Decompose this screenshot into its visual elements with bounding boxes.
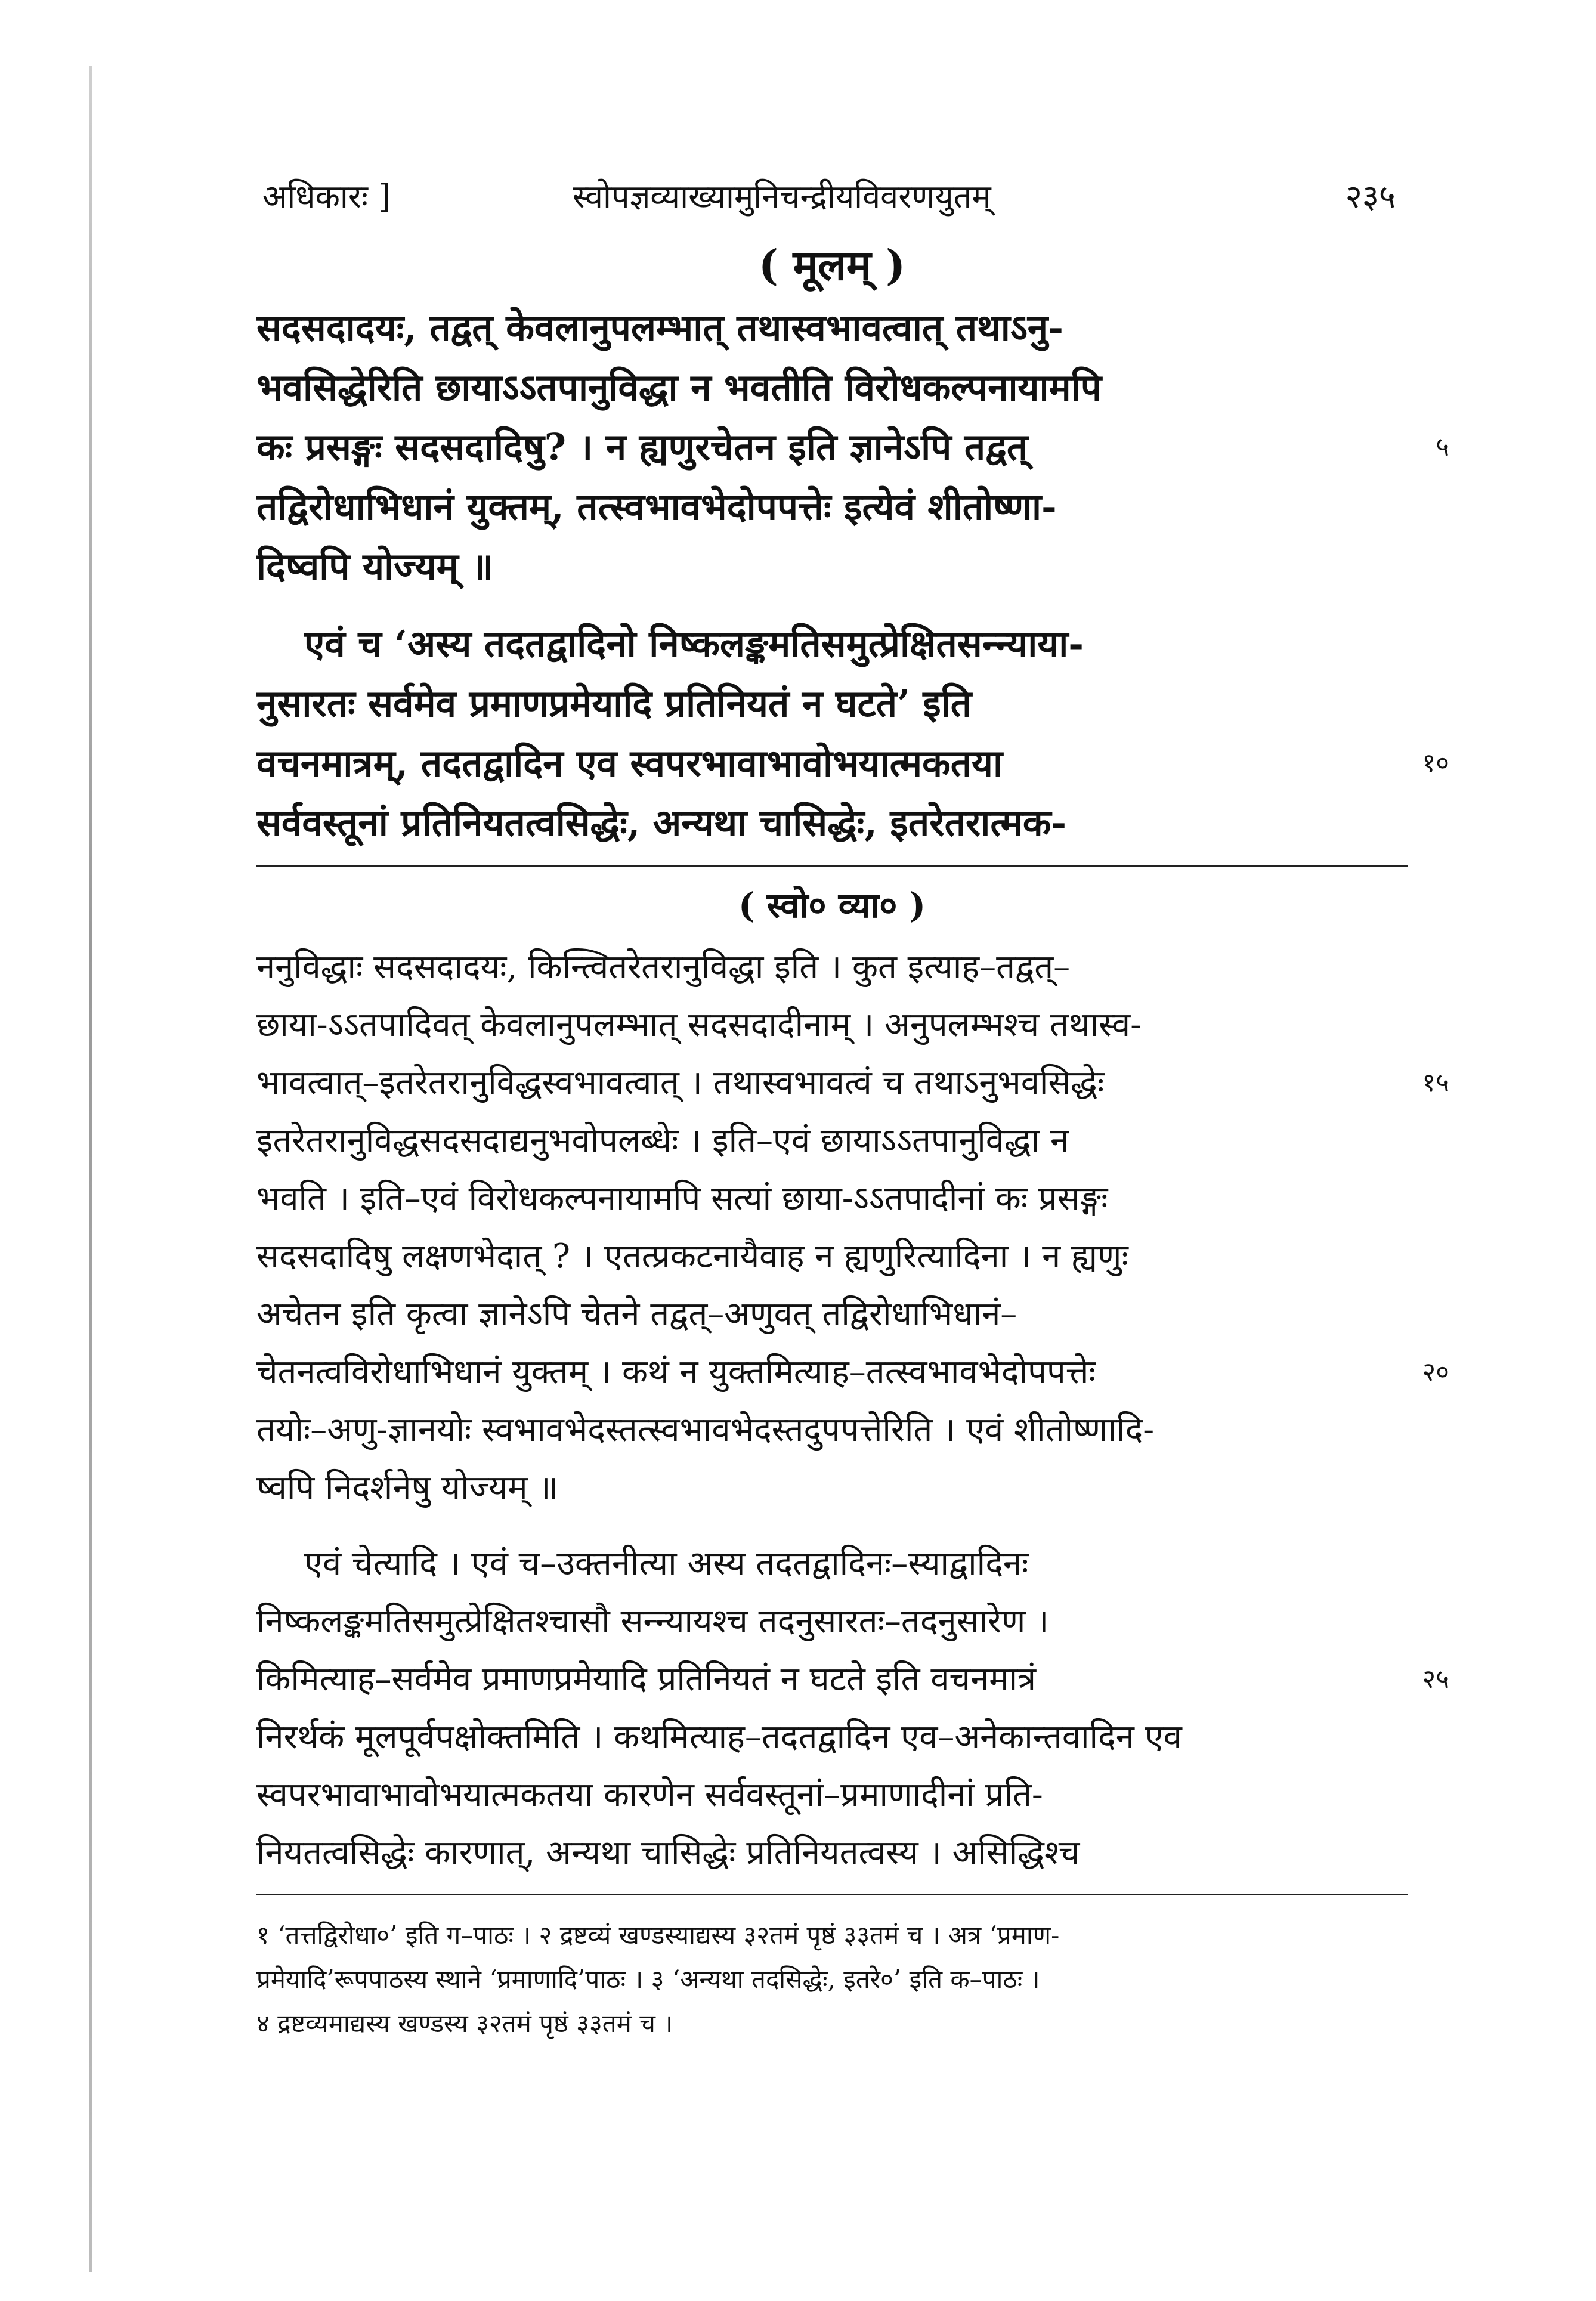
header-chapter: अधिकारः ] [262, 178, 391, 215]
vyakhya-text [256, 938, 1449, 1882]
commentary-line: ननुविद्धाः सदसदादयः, किन्त्वितरेतरानुविद्धा इति । कुत इत्याह–तद्वत्– [256, 948, 1071, 986]
mula-line: एवं च ‘अस्य तदतद्वादिनो निष्कलङ्कमतिसमुत्प्रेक्षितसन्न्याया- [304, 622, 1084, 666]
line-number: २५ [1422, 1664, 1449, 1694]
commentary-line: चेतनत्वविरोधाभिधानं युक्तम् । कथं न युक्तमित्याह–तत्स्वभावभेदोपपत्तेः २० [256, 1343, 1408, 1401]
mula-line: कः प्रसङ्गः सदसदादिषु? । न ह्यणुरचेतन इति ज्ञानेऽपि तद्वत् ५ [256, 417, 1408, 477]
footnote-divider [256, 1894, 1408, 1895]
commentary-line: किमित्याह–सर्वमेव प्रमाणप्रमेयादि प्रतिनियतं न घटते इति वचनमात्रं २५ [256, 1650, 1408, 1708]
header-title: स्वोपज्ञव्याख्यामुनिचन्द्रीयविवरणयुतम् [573, 178, 991, 215]
commentary-line: नियतत्वसिद्धेः कारणात्, अन्यथा चासिद्धेः प्रतिनियतत्वस्य । असिद्धिश्च [256, 1833, 1080, 1872]
commentary-line: छाया-ऽऽतपादिवत् केवलानुपलम्भात् सदसदादीनाम् । अनुपलम्भश्च तथास्व- [256, 1006, 1142, 1044]
commentary-line: अचेतन इति कृत्वा ज्ञानेऽपि चेतने तद्वत्–अणुवत् तद्विरोधाभिधानं– [256, 1295, 1017, 1334]
running-header [256, 161, 1408, 227]
commentary-line: निष्कलङ्कमतिसमुत्प्रेक्षितश्चासौ सन्न्यायश्च तदनुसारतः–तदनुसारेण । [256, 1602, 1049, 1641]
footnote-line: ४ द्रष्टव्यमाद्यस्य खण्डस्य ३२तमं पृष्ठं ३३तमं च । [256, 2009, 673, 2038]
commentary-line: एवं चेत्यादि । एवं च–उक्तनीत्या अस्य तदतद्वादिनः–स्याद्वादिनः [304, 1544, 1029, 1583]
mula-line: सर्ववस्तूनां प्रतिनियतत्वसिद्धेः, अन्यथा चासिद्धेः, इतरेतरात्मक- [256, 801, 1067, 845]
mula-line: तद्विरोधाभिधानं युक्तम्, तत्स्वभावभेदोपपत्तेः इत्येवं शीतोष्णा- [256, 485, 1057, 528]
scan-margin-line [89, 66, 92, 2272]
mula-line: नुसारतः सर्वमेव प्रमाणप्रमेयादि प्रतिनियतं न घटते’ इति [256, 682, 972, 725]
mula-line: भवसिद्धेरिति छायाऽऽतपानुविद्धा न भवतीति विरोधकल्पनायामपि [256, 366, 1102, 409]
line-number: १० [1422, 748, 1449, 778]
footnote-line: प्रमेयादि’रूपपाठस्य स्थाने ‘प्रमाणादि’पाठः । ३ ‘अन्यथा तदसिद्धेः, इतरे०’ इति क–पाठः । [256, 1965, 1040, 1994]
vyakhya-heading: ( स्वो० व्या० ) [738, 885, 926, 926]
line-number: २० [1422, 1357, 1449, 1387]
section-divider [256, 865, 1408, 867]
commentary-line: तयोः–अणु-ज्ञानयोः स्वभावभेदस्तत्स्वभावभेदस्तदुपपत्तेरिति । एवं शीतोष्णादि- [256, 1411, 1155, 1449]
mula-line: दिष्वपि योज्यम् ॥ [256, 545, 494, 588]
footnote-line: १ ‘तत्तद्विरोधा०’ इति ग–पाठः । २ द्रष्टव्यं खण्डस्याद्यस्य ३२तमं पृष्ठं ३३तमं च । अत्र ‘प्रमाण- [256, 1920, 1060, 1950]
commentary-line: ष्वपि निदर्शनेषु योज्यम् ॥ [256, 1468, 558, 1507]
footnotes [256, 1913, 1408, 2046]
mula-line: वचनमात्रम्, तदतद्वादिन एव स्वपरभावाभावोभयात्मकतया १० [256, 734, 1408, 793]
book-page [256, 161, 1449, 2046]
line-number: १५ [1422, 1068, 1449, 1098]
page-number: २३५ [1345, 178, 1396, 215]
commentary-line: सदसदादिषु लक्षणभेदात् ? । एतत्प्रकटनायैवाह न ह्यणुरित्यादिना । न ह्यणुः [256, 1237, 1128, 1276]
commentary-line: स्वपरभावाभावोभयात्मकतया कारणेन सर्ववस्तूनां–प्रमाणादीनां प्रति- [256, 1776, 1043, 1814]
mula-heading: ( मूलम् ) [758, 240, 906, 290]
commentary-line: भावत्वात्–इतरेतरानुविद्धस्वभावत्वात् । तथास्वभावत्वं च तथाऽनुभवसिद्धेः १५ [256, 1054, 1408, 1112]
commentary-line: इतरेतरानुविद्धसदसदाद्यनुभवोपलब्धेः । इति–एवं छायाऽऽतपानुविद्धा न [256, 1121, 1069, 1160]
commentary-line: भवति । इति–एवं विरोधकल्पनायामपि सत्यां छाया-ऽऽतपादीनां कः प्रसङ्गः [256, 1179, 1108, 1218]
mula-text [256, 298, 1449, 853]
mula-line: सदसदादयः, तद्वत् केवलानुपलम्भात् तथास्वभावत्वात् तथाऽनु- [256, 306, 1063, 350]
line-number: ५ [1436, 432, 1449, 462]
commentary-line: निरर्थकं मूलपूर्वपक्षोक्तमिति । कथमित्याह–तदतद्वादिन एव–अनेकान्तवादिन एव [256, 1718, 1182, 1756]
